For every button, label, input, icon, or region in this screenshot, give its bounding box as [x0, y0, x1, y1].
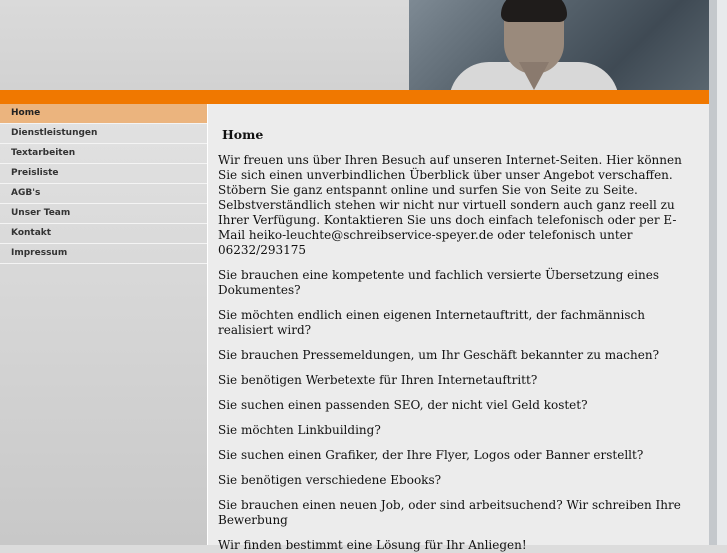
nav-item-kontakt[interactable]: Kontakt — [0, 224, 207, 244]
main-content — [207, 104, 709, 552]
content-paragraph: Sie brauchen Pressemeldungen, um Ihr Geschäft bekannter zu machen? — [218, 348, 660, 362]
accent-bar — [0, 90, 709, 104]
content-paragraph: Sie suchen einen passenden SEO, der nicht viel Geld kostet? — [218, 398, 588, 412]
content-paragraph: Wir finden bestimmt eine Lösung für Ihr Anliegen! — [218, 538, 527, 552]
nav-item-home[interactable]: Home — [0, 104, 207, 124]
nav-item-dienstleistungen[interactable]: Dienstleistungen — [0, 124, 207, 144]
nav-item-agb[interactable]: AGB's — [0, 184, 207, 204]
page-title: Home — [222, 127, 264, 142]
nav-item-unser-team[interactable]: Unser Team — [0, 204, 207, 224]
content-paragraph: Sie suchen einen Grafiker, der Ihre Flyer, Logos oder Banner erstellt? — [218, 448, 644, 462]
content-paragraph: Sie brauchen einen neuen Job, oder sind arbeitsuchend? Wir schreiben Ihre Bewerbung — [218, 498, 681, 527]
nav-item-impressum[interactable]: Impressum — [0, 244, 207, 264]
content-paragraph: Sie benötigen verschiedene Ebooks? — [218, 473, 442, 487]
intro-paragraph: Wir freuen uns über Ihren Besuch auf unseren Internet-Seiten. Hier können Sie sich einen unverbindlichen Überblick über unser Angebot verschaffen. Stöbern Sie ganz entspannt online und surfen Sie von Seite zu Seite. Selbstverständlich stehen wir nicht nur virtuell sondern auch ganz reell zu Ihrer Verfügung. Kontaktieren Sie uns doch einfach telefonisch oder per E-Mail heiko-leuchte@schreibservice-speyer.de oder telefonisch unter 06232/293175 — [218, 153, 682, 257]
content-paragraph: Sie benötigen Werbetexte für Ihren Internetauftritt? — [218, 373, 538, 387]
content-paragraph: Sie möchten Linkbuilding? — [218, 423, 381, 437]
photo-hair — [501, 0, 567, 22]
page-right-edge — [709, 0, 727, 545]
content-paragraph: Sie möchten endlich einen eigenen Internetauftritt, der fachmännisch realisiert wird? — [218, 308, 645, 337]
sidebar-nav — [0, 104, 207, 545]
header-photo — [409, 0, 709, 90]
nav-item-textarbeiten[interactable]: Textarbeiten — [0, 144, 207, 164]
nav-item-preisliste[interactable]: Preisliste — [0, 164, 207, 184]
content-paragraph: Sie brauchen eine kompetente und fachlich versierte Übersetzung eines Dokumentes? — [218, 268, 660, 297]
